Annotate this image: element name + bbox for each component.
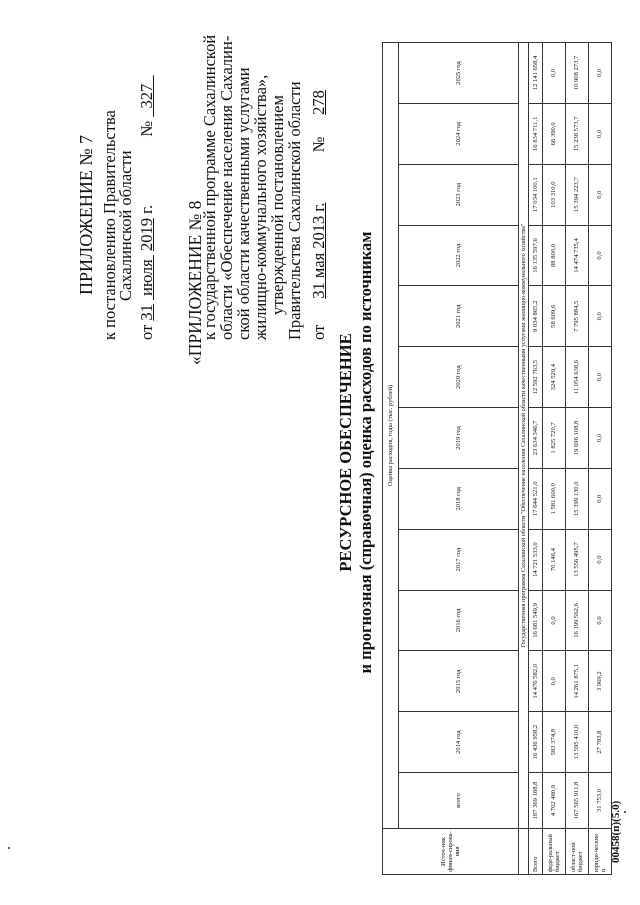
- table-cell: 0,0: [588, 103, 611, 164]
- col-header: 2018 год: [399, 468, 519, 529]
- scan-dot: [624, 811, 626, 813]
- table-cell: 11 054 638,6: [565, 347, 588, 408]
- table-cell: 16 834 711,1: [529, 103, 543, 164]
- heading-line2: и прогнозная (справочная) оценка расходов по источникам: [356, 231, 375, 674]
- table-cell: 16 681 549,9: [529, 590, 543, 651]
- table-cell: 31 753,0: [588, 773, 611, 829]
- table-cell: 187 369 188,8: [529, 773, 543, 829]
- table-cell: 88 800,0: [542, 225, 565, 286]
- appendix8-line5: утвержденной постановлением: [268, 95, 287, 315]
- table-cell: 15 238 573,7: [565, 103, 588, 164]
- table-cell: 23 634 346,7: [529, 408, 543, 469]
- table-cell: 70 146,4: [542, 529, 565, 590]
- table-cell: 14 721 533,0: [529, 529, 543, 590]
- program-row: Государственная программа Сахалинской области "Обеспечение населения Сахалинской области качественными услугами жилищно-коммунального хозяйства": [519, 43, 529, 829]
- col-header: 2021 год: [399, 286, 519, 347]
- table-cell: 0,0: [542, 590, 565, 651]
- table-cell: 9 034 865,2: [529, 286, 543, 347]
- table-row: [565, 43, 588, 875]
- year-header-row: [399, 43, 519, 875]
- table-cell: 0,0: [588, 43, 611, 104]
- table-cell: 0,0: [588, 408, 611, 469]
- col-header: 2016 год: [399, 590, 519, 651]
- row-source: Всего: [529, 829, 543, 875]
- col-header: всего: [399, 773, 519, 829]
- table-cell: 0,0: [588, 468, 611, 529]
- appendix8-line6: Правительства Сахалинской области: [285, 81, 304, 340]
- appendix8-title: «ПРИЛОЖЕНИЕ № 8: [185, 200, 205, 365]
- table-cell: 27 783,8: [588, 712, 611, 773]
- table-cell: 15 394 223,7: [565, 164, 588, 225]
- table-cell: 0,0: [588, 286, 611, 347]
- table-cell: 58 609,6: [542, 286, 565, 347]
- expense-table: [382, 42, 612, 875]
- table-cell: 66 390,0: [542, 103, 565, 164]
- table-cell: 3 969,2: [588, 651, 611, 712]
- table-cell: 14 476 582,0: [529, 651, 543, 712]
- table-cell: 103 310,0: [542, 164, 565, 225]
- appendix8-line1: к государственной программе Сахалинской: [200, 34, 219, 340]
- col-header: 2015 год: [399, 651, 519, 712]
- table-cell: 0,0: [588, 164, 611, 225]
- appendix7-title: ПРИЛОЖЕНИЕ № 7: [76, 134, 96, 295]
- table-cell: 4 702 480,9: [542, 773, 565, 829]
- table-cell: 1 825 720,7: [542, 408, 565, 469]
- table-cell: 17 644 521,0: [529, 468, 543, 529]
- table-cell: 19 696 108,8: [565, 408, 588, 469]
- table-cell: 10 908 273,7: [565, 43, 588, 104]
- table-cell: 0,0: [588, 347, 611, 408]
- table-row: [542, 43, 565, 875]
- table-cell: 13 556 495,7: [565, 529, 588, 590]
- table-cell: 0,0: [588, 225, 611, 286]
- table-cell: 13 595 410,0: [565, 712, 588, 773]
- appendix8-line3: ской области качественными услугами: [234, 67, 253, 340]
- appendix7-line1: к постановлению Правительства: [100, 110, 119, 340]
- row-source: феде-ральный бюджет: [542, 829, 565, 875]
- col-header: 2023 год: [399, 164, 519, 225]
- appendix7-date: от 31 июля 2019 г. № 327: [137, 83, 156, 340]
- col-header: 2020 год: [399, 347, 519, 408]
- table-cell: 17 034 100,1: [529, 164, 543, 225]
- table-cell: 0,0: [588, 590, 611, 651]
- appendix8-date: от 31 мая 2013 г. № 278: [309, 90, 328, 340]
- table-cell: 16 436 958,2: [529, 712, 543, 773]
- table-cell: 583 374,8: [542, 712, 565, 773]
- heading-line1: РЕСУРСНОЕ ОБЕСПЕЧЕНИЕ: [336, 333, 355, 572]
- col-header: 2019 год: [399, 408, 519, 469]
- col-header: 2017 год: [399, 529, 519, 590]
- document-code: 00458(п)(5.0): [610, 800, 622, 863]
- col-header: 2025 год: [399, 43, 519, 104]
- appendix8-line2: области «Обеспечение населения Сахалин-: [217, 35, 236, 340]
- table-cell: 1 581 600,0: [542, 468, 565, 529]
- table-cell: 0,0: [542, 43, 565, 104]
- table-cell: 0,0: [542, 651, 565, 712]
- table-cell: 324 529,4: [542, 347, 565, 408]
- row-source: област-ной бюджет: [565, 829, 588, 875]
- col-header: 2014 год: [399, 712, 519, 773]
- source-header: Источ-ник финан-сирова-ния: [383, 829, 519, 875]
- group-header: Оценка расходов, годы (тыс. рублей): [383, 43, 399, 829]
- table-cell: 16 135 597,6: [529, 225, 543, 286]
- scan-dot: [8, 847, 10, 849]
- table-cell: 7 795 884,5: [565, 286, 588, 347]
- table-cell: 14 261 875,1: [565, 651, 588, 712]
- col-header: 2022 год: [399, 225, 519, 286]
- table-cell: 12 141 658,4: [529, 43, 543, 104]
- table-cell: 0,0: [588, 529, 611, 590]
- row-source: юриди-ческие и: [588, 829, 611, 875]
- col-header: 2024 год: [399, 103, 519, 164]
- table-cell: 14 474 735,4: [565, 225, 588, 286]
- table-cell: 167 565 911,8: [565, 773, 588, 829]
- table-row: [588, 43, 611, 875]
- appendix8-line4: жилищно-коммунального хозяйства»,: [251, 74, 270, 340]
- table-cell: 15 399 130,0: [565, 468, 588, 529]
- expense-table-container: [382, 42, 612, 875]
- table-cell: 12 592 763,5: [529, 347, 543, 408]
- table-cell: 16 199 562,6: [565, 590, 588, 651]
- appendix7-line2: Сахалинской области: [116, 150, 135, 301]
- table-row: [529, 43, 543, 875]
